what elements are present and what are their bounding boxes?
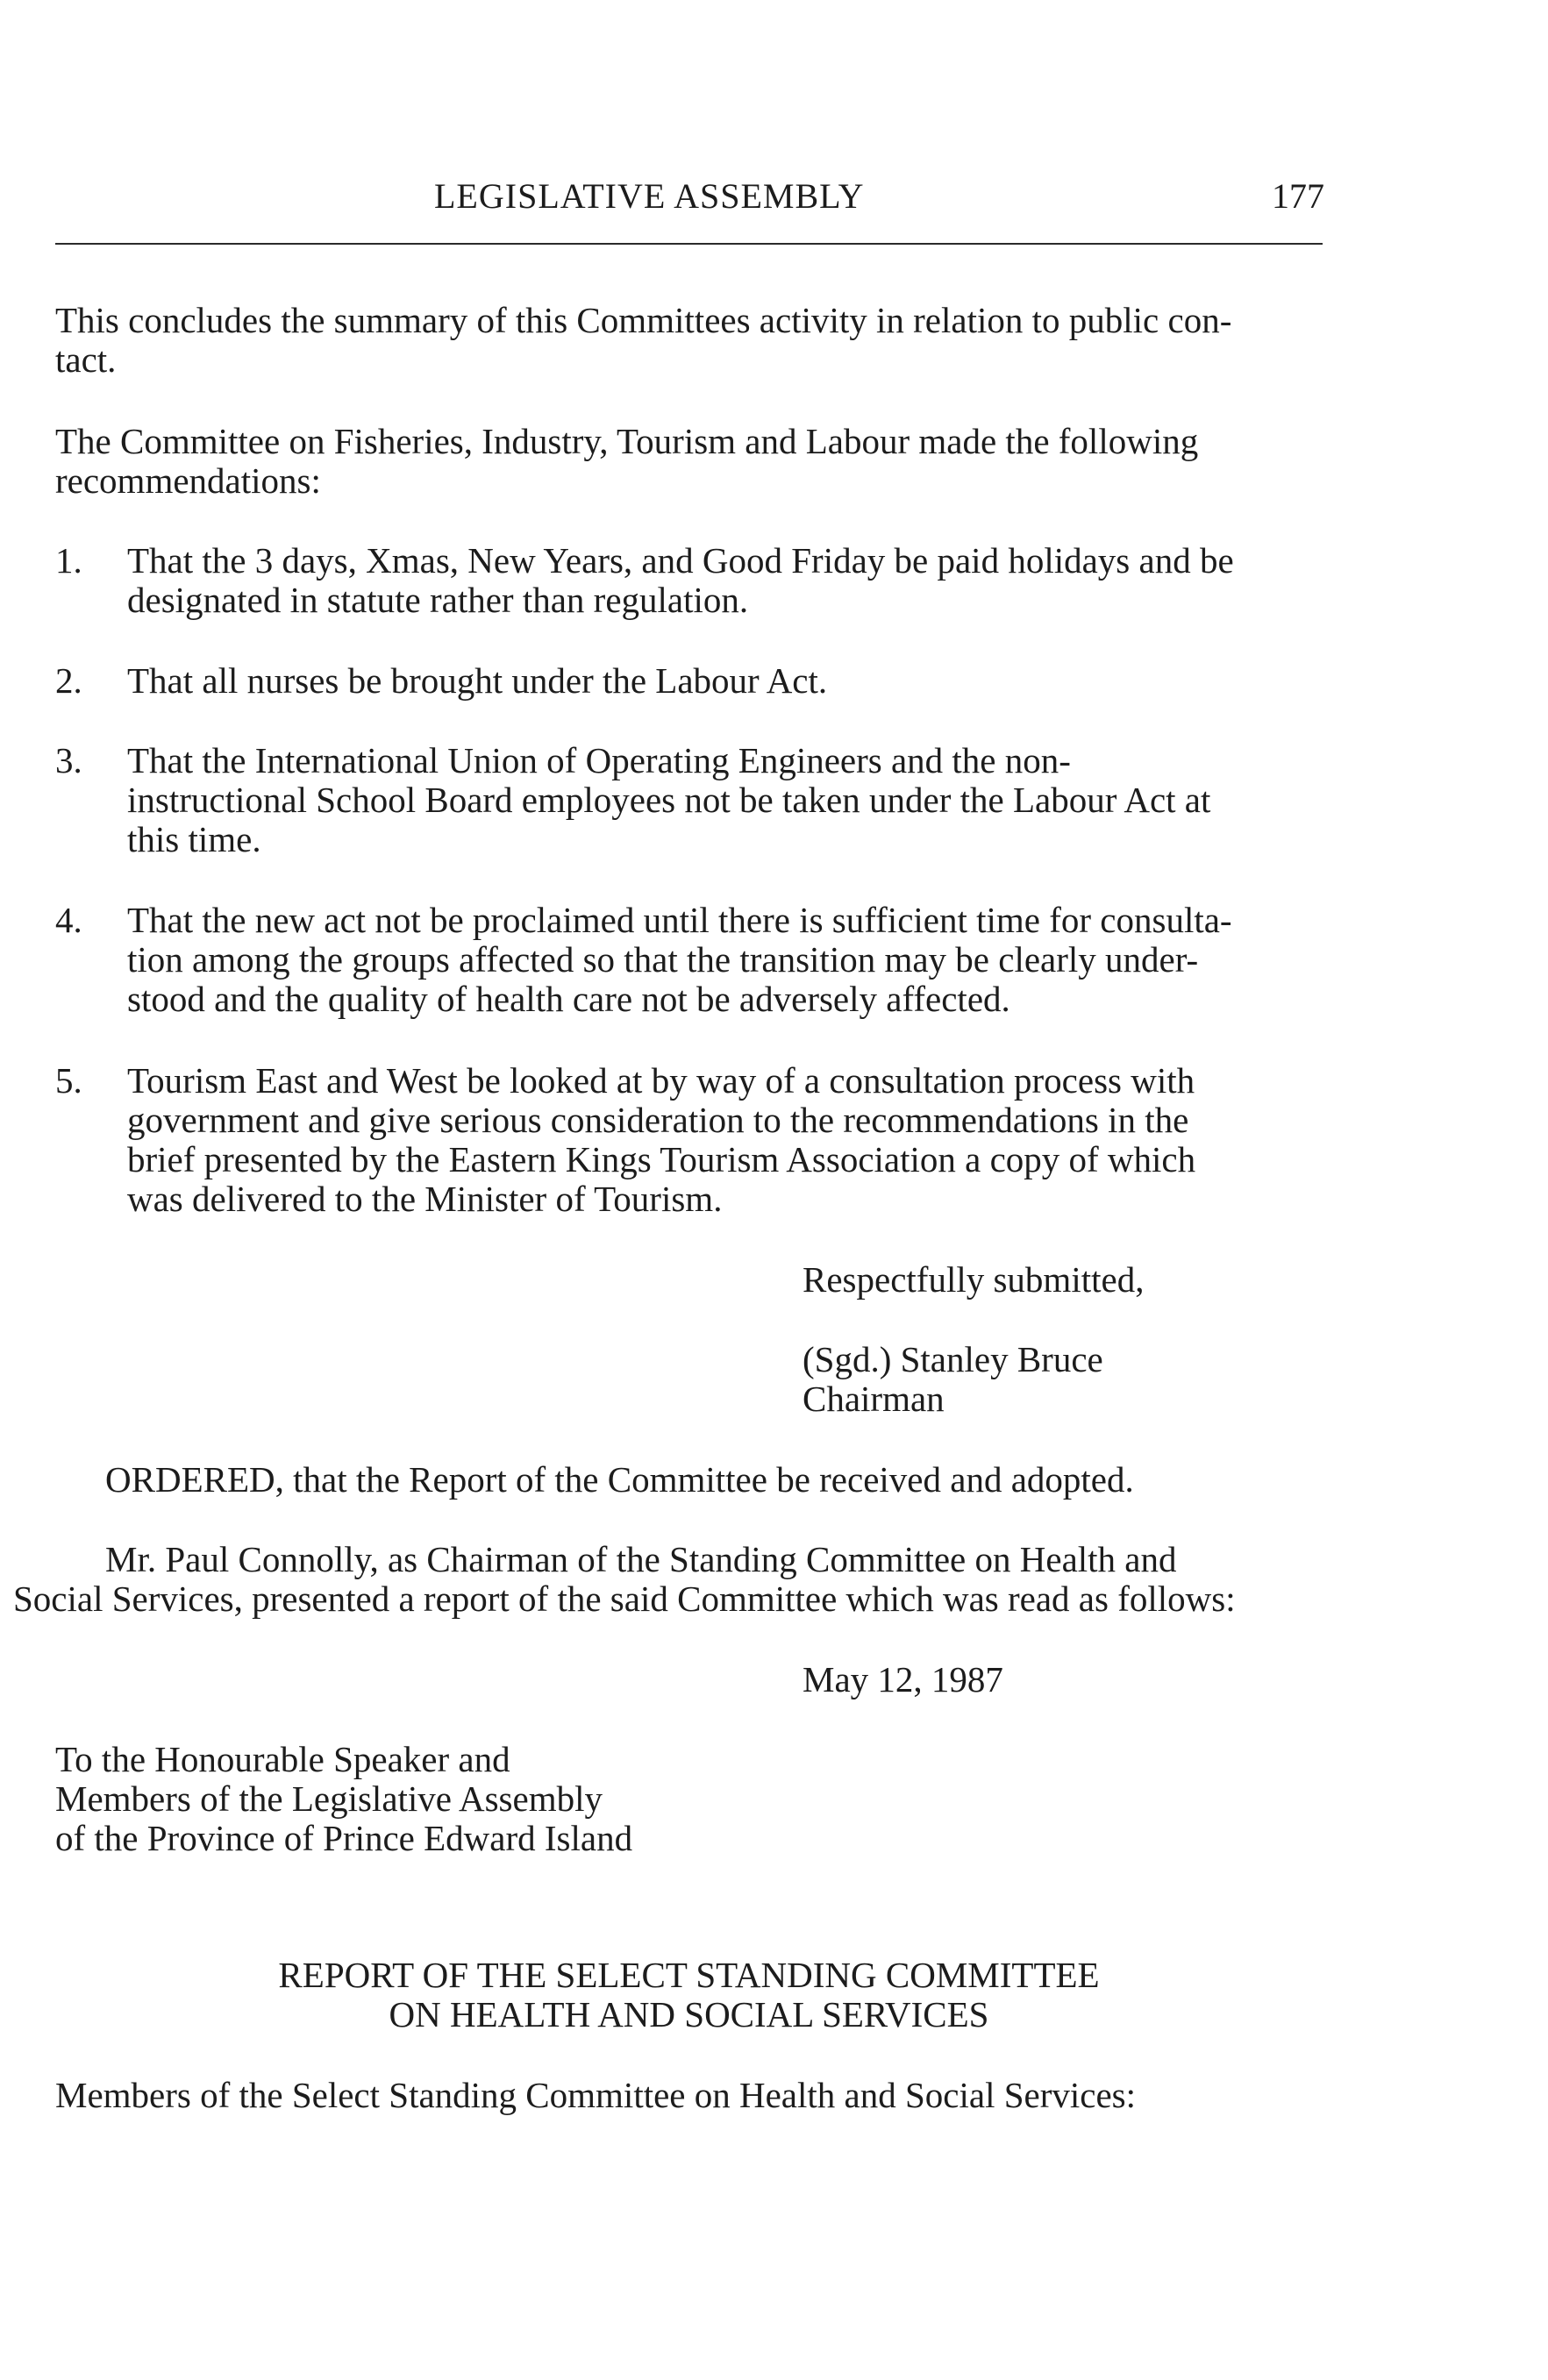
recommendations-intro-line-1: The Committee on Fisheries, Industry, Tourism and Labour made the following <box>55 421 1199 461</box>
report-date: May 12, 1987 <box>803 1659 1003 1699</box>
recommendations-intro-line-2: recommendations: <box>55 460 321 501</box>
recommendation-line: designated in statute rather than regulation. <box>127 580 749 620</box>
recommendation-line: this time. <box>127 819 261 859</box>
report-title-line-2: ON HEALTH AND SOCIAL SERVICES <box>389 1994 989 2034</box>
signature-name: (Sgd.) Stanley Bruce <box>803 1339 1103 1379</box>
recommendation-line: That the new act not be proclaimed until there is sufficient time for consulta- <box>127 900 1232 940</box>
recommendation-line: stood and the quality of health care not be adversely affected. <box>127 979 1010 1019</box>
recommendation-line: That the 3 days, Xmas, New Years, and Good Friday be paid holidays and be <box>127 540 1234 581</box>
recommendation-line: instructional School Board employees not be taken under the Labour Act at <box>127 780 1211 820</box>
recommendation-number: 5. <box>55 1060 82 1101</box>
recommendation-line: Tourism East and West be looked at by way of a consultation process with <box>127 1060 1195 1101</box>
recommendation-number: 3. <box>55 740 82 780</box>
recommendation-line: government and give serious consideration to the recommendations in the <box>127 1100 1189 1140</box>
running-header-title: LEGISLATIVE ASSEMBLY <box>434 176 865 216</box>
recommendation-line: That all nurses be brought under the Labour Act. <box>127 660 828 701</box>
recommendation-number: 2. <box>55 660 82 701</box>
addressee-line-2: Members of the Legislative Assembly <box>55 1778 603 1819</box>
members-line: Members of the Select Standing Committee on Health and Social Services: <box>55 2075 1137 2115</box>
intro-line-2: tact. <box>55 339 117 380</box>
recommendation-line: brief presented by the Eastern Kings Tourism Association a copy of which <box>127 1139 1196 1179</box>
recommendation-line: That the International Union of Operating Engineers and the non- <box>127 740 1071 780</box>
signature-title: Chairman <box>803 1379 945 1419</box>
recommendation-number: 4. <box>55 900 82 940</box>
intro-line-1: This concludes the summary of this Committees activity in relation to public con- <box>55 300 1232 340</box>
presentation-line-1: Mr. Paul Connolly, as Chairman of the Standing Committee on Health and <box>105 1539 1177 1579</box>
addressee-line-3: of the Province of Prince Edward Island <box>55 1818 633 1858</box>
recommendation-number: 1. <box>55 540 82 581</box>
report-title-line-1: REPORT OF THE SELECT STANDING COMMITTEE <box>278 1955 1100 1995</box>
recommendation-line: was delivered to the Minister of Tourism. <box>127 1179 723 1219</box>
recommendation-line: tion among the groups affected so that the transition may be clearly under- <box>127 939 1199 980</box>
header-rule <box>55 243 1323 245</box>
page-number: 177 <box>1272 176 1324 216</box>
addressee-line-1: To the Honourable Speaker and <box>55 1739 510 1779</box>
presentation-line-2: Social Services, presented a report of the said Committee which was read as follows: <box>13 1578 1236 1619</box>
ordered-statement: ORDERED, that the Report of the Committee be received and adopted. <box>105 1459 1134 1500</box>
signature-closing: Respectfully submitted, <box>803 1259 1145 1300</box>
